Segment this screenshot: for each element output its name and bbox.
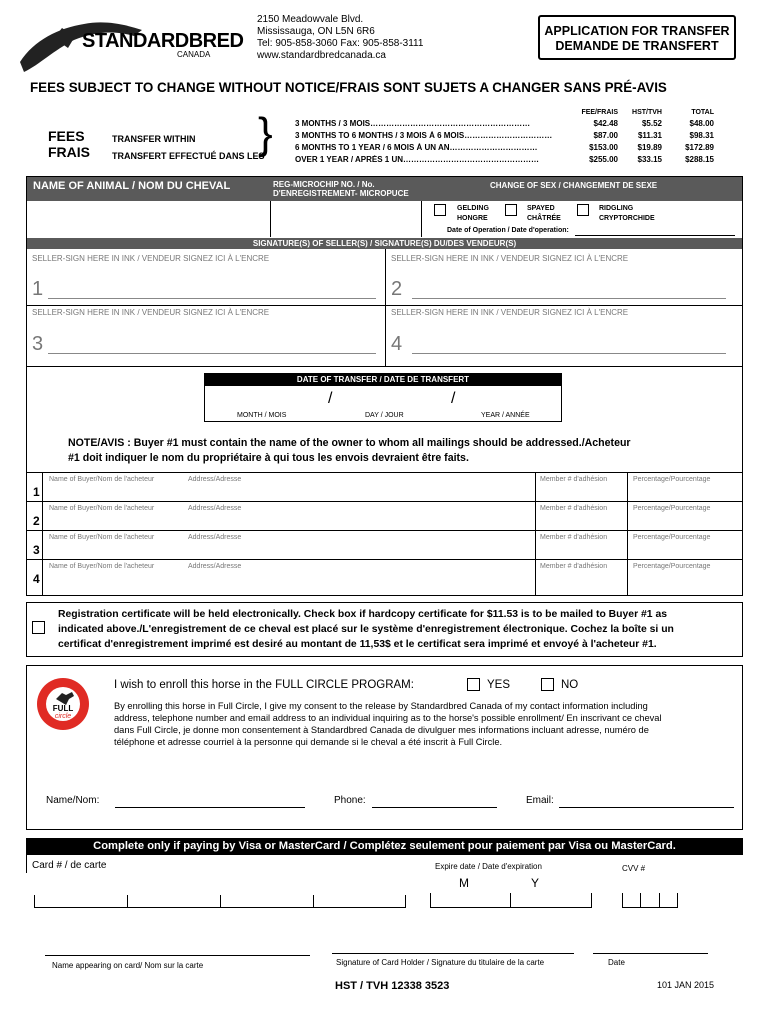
gelding-label-en: GELDING: [457, 205, 489, 212]
buyer-number: 1: [33, 485, 40, 499]
divider: [640, 893, 641, 908]
payment-date-field[interactable]: [593, 953, 708, 954]
reg-label-1: REG-MICROCHIP NO. / No.: [273, 180, 375, 189]
fee-row: [295, 131, 720, 143]
day-label: DAY / JOUR: [365, 412, 404, 419]
payment-date-label: Date: [608, 958, 625, 967]
date-year-field[interactable]: [465, 388, 555, 408]
divider: [405, 895, 406, 908]
seller-1-signature-line[interactable]: [48, 298, 376, 299]
address-line: 2150 Meadowvale Blvd.: [257, 14, 364, 25]
form-title-fr: DEMANDE DE TRANSFERT: [555, 39, 719, 53]
contact-phone-field[interactable]: [372, 807, 497, 808]
divider: [313, 895, 314, 908]
date-slash: /: [451, 390, 456, 407]
gelding-checkbox[interactable]: [434, 204, 446, 216]
seller-2-signature-line[interactable]: [412, 298, 726, 299]
hst-amount: $19.89: [637, 143, 662, 152]
seller-number: 2: [391, 278, 403, 300]
fees-label: [48, 128, 90, 160]
logo-text: STANDARDBRED: [82, 30, 244, 52]
certificate-line-3: certificat d'enregistrement imprimé est desiré au montant de 11,53$ et le certificat sera imprimé et envoyé à l'acheteur #1.: [58, 639, 657, 650]
transfer-within-en: TRANSFER WITHIN: [112, 134, 196, 144]
contact-phone-label: Phone:: [334, 795, 366, 806]
fee-row: [295, 143, 720, 155]
divider: [659, 893, 660, 908]
phone-fax: Tel: 905-858-3060 Fax: 905-858-3111: [257, 38, 424, 49]
consent-line: address, telephone number and email address to an individual inquiring as to the horse's possible enrollment/ En inscrivant ce cheval: [114, 713, 662, 723]
address-block: [257, 14, 423, 62]
buyer-3-row[interactable]: [43, 531, 741, 559]
divider: [421, 201, 422, 237]
transfer-within-fr: TRANSFERT EFFECTUÉ DANS LES: [112, 151, 265, 161]
contact-name-label: Name/Nom:: [46, 795, 100, 806]
spayed-label-en: SPAYED: [527, 205, 555, 212]
buyer-address-label: Address/Adresse: [188, 534, 242, 541]
divider: [430, 907, 592, 908]
month-label: MONTH / MOIS: [237, 412, 287, 419]
buyer-1-row[interactable]: [43, 473, 741, 501]
spayed-checkbox[interactable]: [505, 204, 517, 216]
ridgling-checkbox[interactable]: [577, 204, 589, 216]
divider: [127, 895, 128, 908]
buyer-address-label: Address/Adresse: [188, 505, 242, 512]
cardholder-name-label: Name appearing on card/ Nom sur la carte: [52, 961, 204, 970]
ridgling-label: [599, 204, 655, 224]
hst-amount: $5.52: [641, 119, 662, 128]
enroll-no-label: NO: [561, 679, 579, 691]
animal-name-label: NAME OF ANIMAL / NOM DU CHEVAL: [33, 180, 231, 192]
certificate-text: [58, 607, 674, 652]
expiry-date-field[interactable]: [430, 888, 592, 908]
seller-sign-here: SELLER-SIGN HERE IN INK / VENDEUR SIGNEZ ICI À L'ENCRE: [391, 308, 629, 317]
fee-amount: $153.00: [589, 143, 618, 152]
seller-sign-here: SELLER-SIGN HERE IN INK / VENDEUR SIGNEZ ICI À L'ENCRE: [391, 254, 629, 263]
card-number-label: Card # / de carte: [32, 860, 107, 871]
operation-date-label: Date of Operation / Date d'operation:: [447, 227, 569, 234]
payment-left-border: [26, 855, 27, 873]
full-circle-logo-text: [34, 705, 92, 721]
buyer-percentage-label: Percentage/Pourcentage: [633, 505, 711, 512]
divider: [622, 893, 623, 908]
fee-row: [295, 155, 720, 167]
buyer-4-row[interactable]: [43, 560, 741, 588]
form-title-box: [538, 15, 736, 60]
seller-3-signature-line[interactable]: [48, 353, 376, 354]
total-amount: $98.31: [689, 131, 714, 140]
enroll-yes-label: YES: [487, 679, 511, 691]
divider: [385, 249, 386, 366]
standardbred-logo: [14, 10, 244, 75]
divider: [27, 366, 742, 367]
divider: [27, 501, 42, 502]
consent-line: dans Full Circle, je donne mon consentement à Standardbred Canada de divulguer mes informations incluant adresse, numéro de: [114, 725, 649, 735]
divider: [27, 559, 42, 560]
buyer-name-label: Name of Buyer/Nom de l'acheteur: [49, 505, 155, 512]
certificate-line-2: indicated above./L'enregistrement de ce cheval est placé sur le système d'enregistrement électronique. Cochez la boîte si un: [58, 624, 674, 635]
full-circle-logo: [34, 675, 92, 733]
logo-subtext: CANADA: [177, 50, 211, 59]
seller-sign-here: SELLER-SIGN HERE IN INK / VENDEUR SIGNEZ ICI À L'ENCRE: [32, 254, 270, 263]
buyer-number: 2: [33, 514, 40, 528]
buyer-percentage-label: Percentage/Pourcentage: [633, 563, 711, 570]
hst-amount: $33.15: [637, 155, 662, 164]
year-label: YEAR / ANNÉE: [481, 412, 530, 419]
fee-rows: [295, 119, 720, 167]
animal-name-field[interactable]: [27, 201, 270, 237]
fees-notice: FEES SUBJECT TO CHANGE WITHOUT NOTICE/FRAIS SONT SUJETS A CHANGER SANS PRÉ-AVIS: [30, 80, 667, 95]
seller-number: 4: [391, 333, 403, 355]
buyer-percentage-label: Percentage/Pourcentage: [633, 534, 711, 541]
seller-4-signature-line[interactable]: [412, 353, 726, 354]
fees-label-fr: FRAIS: [48, 144, 90, 160]
cardholder-name-field[interactable]: [45, 955, 310, 956]
logo-text-circle: circle: [54, 713, 72, 720]
divider: [622, 907, 678, 908]
seller-sign-here: SELLER-SIGN HERE IN INK / VENDEUR SIGNEZ ICI À L'ENCRE: [32, 308, 270, 317]
buyer-note: [68, 436, 631, 466]
hst-number: HST / TVH 12338 3523: [335, 980, 450, 992]
fee-amount: $255.00: [589, 155, 618, 164]
divider: [510, 893, 511, 908]
fee-amount: $42.48: [593, 119, 618, 128]
divider: [34, 895, 35, 908]
seller-number: 3: [32, 333, 44, 355]
buyer-name-label: Name of Buyer/Nom de l'acheteur: [49, 476, 155, 483]
transfer-date-header: DATE OF TRANSFER / DATE DE TRANSFERT: [296, 375, 470, 384]
reg-microchip-label: [273, 180, 409, 198]
buyer-number: 3: [33, 543, 40, 557]
expiry-month-label: M: [459, 876, 469, 890]
ridgling-label-fr: CRYPTORCHIDE: [599, 215, 655, 222]
total-col-header: TOTAL: [691, 109, 714, 116]
buyer-2-row[interactable]: [43, 502, 741, 530]
date-day-field[interactable]: [340, 388, 445, 408]
hardcopy-certificate-checkbox[interactable]: [32, 621, 45, 634]
consent-line: téléphone et adresse courriel à la personne qui demande si le cheval a été inscrit à Full Circle.: [114, 737, 503, 747]
sex-change-label: CHANGE OF SEX / CHANGEMENT DE SEXE: [490, 181, 658, 190]
gelding-label-fr: HONGRE: [457, 215, 488, 222]
cardholder-signature-field[interactable]: [332, 953, 574, 954]
seller-number: 1: [32, 278, 44, 300]
reg-label-2: D'ENREGISTREMENT- MICROPUCE: [273, 189, 409, 198]
ridgling-label-en: RIDGLING: [599, 205, 634, 212]
date-slash: /: [328, 390, 333, 407]
spayed-label-fr: CHÂTRÉE: [527, 215, 561, 222]
hst-amount: $11.31: [637, 131, 662, 140]
fees-label-en: FEES: [48, 128, 85, 144]
buyer-member-label: Member # d'adhésion: [540, 534, 608, 541]
contact-name-field[interactable]: [115, 807, 305, 808]
gelding-label: [457, 204, 489, 224]
divider: [27, 530, 42, 531]
total-amount: $288.15: [685, 155, 714, 164]
fee-row: [295, 119, 720, 131]
enroll-question: I wish to enroll this horse in the FULL CIRCLE PROGRAM:: [114, 679, 414, 691]
fee-period: OVER 1 YEAR / APRÈS 1 UN……………………………………………: [295, 155, 540, 164]
divider: [27, 305, 742, 306]
fee-period: 3 MONTHS TO 6 MONTHS / 3 MOIS À 6 MOIS……………………………: [295, 131, 553, 140]
divider: [591, 893, 592, 908]
fee-period: 6 MONTHS TO 1 YEAR / 6 MOIS À UN AN……………………………: [295, 143, 538, 152]
buyer-number: 4: [33, 572, 40, 586]
consent-line: By enrolling this horse in Full Circle, I give my consent to the release by Standardbred Canada of my contact information including: [114, 701, 648, 711]
note-line-1: NOTE/AVIS : Buyer #1 must contain the name of the owner to whom all mailings should be addressed./Acheteur: [68, 437, 631, 449]
divider: [430, 893, 431, 908]
total-amount: $48.00: [689, 119, 714, 128]
certificate-line-1: Registration certificate will be held electronically. Check box if hardcopy certificate for $11.53 is to be mailed to Buyer #1 as: [58, 609, 668, 620]
contact-email-field[interactable]: [559, 807, 734, 808]
buyer-name-label: Name of Buyer/Nom de l'acheteur: [49, 534, 155, 541]
fee-period: 3 MONTHS / 3 MOIS……………………………………………………: [295, 119, 531, 128]
buyer-name-label: Name of Buyer/Nom de l'acheteur: [49, 563, 155, 570]
enroll-yes-checkbox[interactable]: [467, 678, 480, 691]
cvv-label: CVV #: [622, 864, 646, 873]
payment-header: Complete only if paying by Visa or MasterCard / Complétez seulement pour paiement par Visa ou MasterCard.: [93, 840, 676, 852]
enroll-no-checkbox[interactable]: [541, 678, 554, 691]
cardholder-signature-label: Signature of Card Holder / Signature du titulaire de la carte: [336, 958, 545, 967]
buyer-address-label: Address/Adresse: [188, 476, 242, 483]
reg-number-field[interactable]: [271, 201, 421, 237]
buyer-percentage-label: Percentage/Pourcentage: [633, 476, 711, 483]
divider: [677, 893, 678, 908]
sellers-header: SIGNATURE(S) OF SELLER(S) / SIGNATURE(S) DU/DES VENDEUR(S): [252, 239, 517, 248]
spayed-label: [527, 204, 561, 224]
expiry-year-label: Y: [531, 876, 540, 890]
transfer-within: [112, 131, 265, 165]
buyer-member-label: Member # d'adhésion: [540, 563, 608, 570]
brace: }: [258, 109, 273, 158]
fee-amount: $87.00: [593, 131, 618, 140]
payment-header-bar: [26, 838, 743, 855]
hst-col-header: HST/TVH: [632, 109, 662, 116]
card-number-field[interactable]: [34, 880, 406, 908]
transfer-date-header-bar: [205, 374, 561, 386]
website: www.standardbredcanada.ca: [257, 50, 386, 61]
buyer-member-label: Member # d'adhésion: [540, 476, 608, 483]
date-month-field[interactable]: [210, 388, 320, 408]
address-line: Mississauga, ON L5N 6R6: [257, 26, 375, 37]
consent-paragraph: [114, 700, 662, 748]
note-line-2: #1 doit indiquer le nom du propriétaire à qui tous les envois devraient être faits.: [68, 452, 469, 464]
logo-text-full: FULL: [52, 704, 74, 713]
expiry-label: Expire date / Date d'expiration: [435, 862, 542, 871]
total-amount: $172.89: [685, 143, 714, 152]
divider: [220, 895, 221, 908]
buyer-member-label: Member # d'adhésion: [540, 505, 608, 512]
contact-email-label: Email:: [526, 795, 554, 806]
buyer-address-label: Address/Adresse: [188, 563, 242, 570]
cvv-field[interactable]: [622, 888, 678, 908]
form-code: 101 JAN 2015: [657, 980, 715, 990]
fee-col-header: FEE/FRAIS: [581, 109, 618, 116]
form-title-en: APPLICATION FOR TRANSFER: [544, 24, 730, 38]
operation-date-line: [575, 235, 735, 236]
sellers-header-bar: [27, 238, 742, 249]
